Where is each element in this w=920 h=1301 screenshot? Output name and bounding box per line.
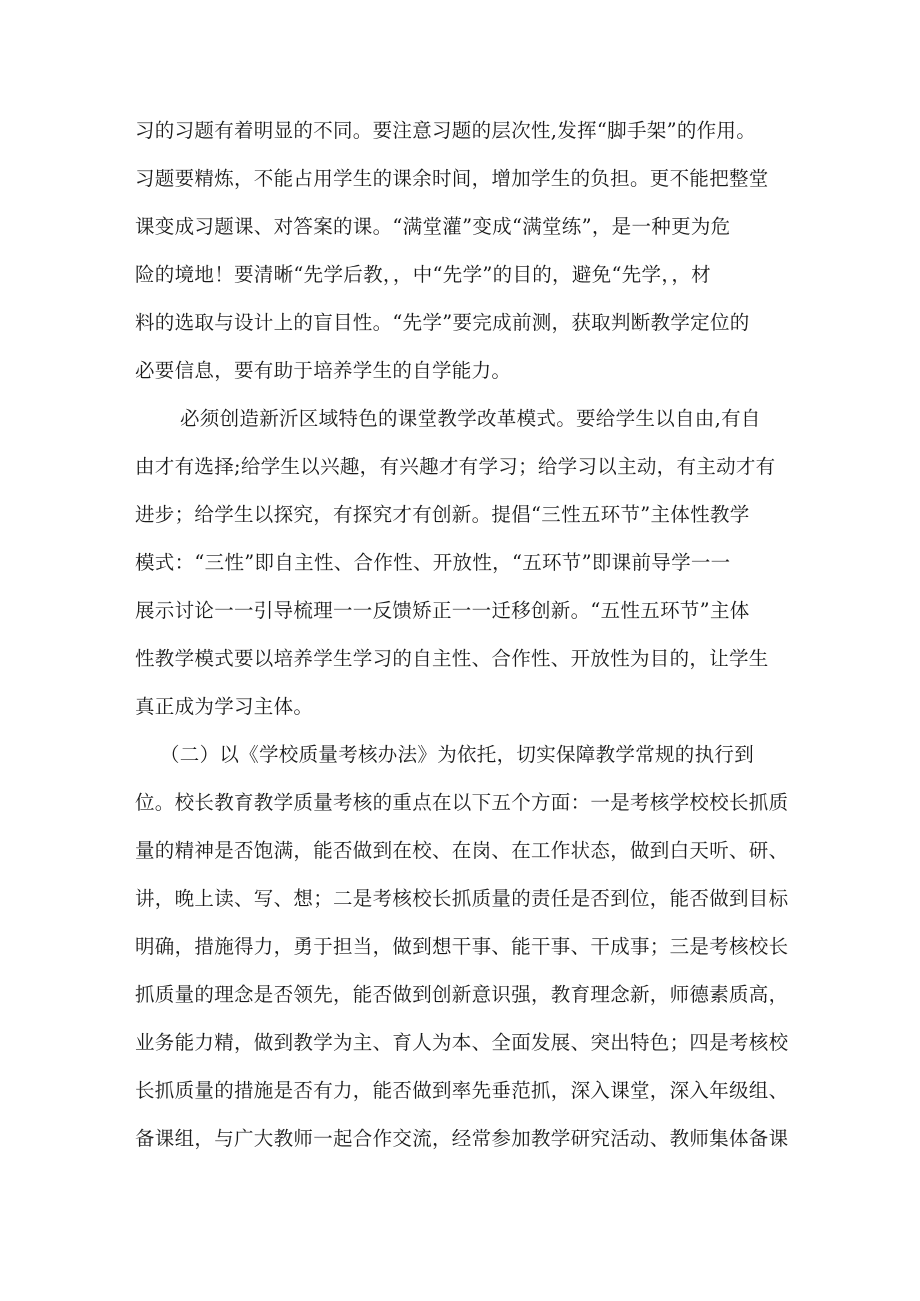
text-line: 进步；给学生以探究，有探究才有创新。提倡“三性五环节”主体性教学 xyxy=(135,503,750,526)
text-line: 展示讨论一一引导梳理一一反馈矫正一一迁移创新。“五性五环节”主体 xyxy=(135,599,750,622)
text-line: 模式：“三性”即自主性、合作性、开放性，“五环节”即课前导学一一 xyxy=(135,551,731,574)
text-line: 业务能力精，做到教学为主、育人为本、全面发展、突出特色；四是考核校 xyxy=(135,1031,789,1054)
text-line: 长抓质量的措施是否有力，能否做到率先垂范抓，深入课堂，深入年级组、 xyxy=(135,1079,789,1102)
text-line: 量的精神是否饱满，能否做到在校、在岗、在工作状态，做到白天听、研、 xyxy=(135,839,789,862)
text-line: 必须创造新沂区域特色的课堂教学改革模式。要给学生以自由,有自 xyxy=(180,407,761,430)
text-line: （二）以《学校质量考核办法》为依托，切实保障教学常规的执行到 xyxy=(160,743,755,766)
text-line: 课变成习题课、对答案的课。“满堂灌”变成“满堂练”，是一种更为危 xyxy=(135,215,731,238)
text-line: 由才有选择;给学生以兴趣，有兴趣才有学习；给学习以主动，有主动才有 xyxy=(135,455,776,478)
text-line: 习的习题有着明显的不同。要注意习题的层次性,发挥“脚手架”的作用。 xyxy=(135,119,757,142)
text-line: 讲，晚上读、写、想；二是考核校长抓质量的责任是否到位，能否做到目标 xyxy=(135,887,789,910)
text-line: 习题要精炼，不能占用学生的课余时间，增加学生的负担。更不能把整堂 xyxy=(135,167,769,190)
text-line: 险的境地！要清晰“先学后教，，中“先学”的目的，避免“先学，，材 xyxy=(135,263,711,286)
text-line: 明确，措施得力，勇于担当，做到想干事、能干事、干成事；三是考核校长 xyxy=(135,935,789,958)
text-line: 位。校长教育教学质量考核的重点在以下五个方面：一是考核学校校长抓质 xyxy=(135,791,789,814)
text-line: 必要信息，要有助于培养学生的自学能力。 xyxy=(135,359,512,382)
text-line: 性教学模式要以培养学生学习的自主性、合作性、开放性为目的，让学生 xyxy=(135,647,769,670)
text-line: 料的选取与设计上的盲目性。“先学”要完成前测，获取判断教学定位的 xyxy=(135,311,750,334)
text-line: 真正成为学习主体。 xyxy=(135,695,314,718)
text-line: 抓质量的理念是否领先，能否做到创新意识强，教育理念新，师德素质高， xyxy=(135,983,789,1006)
text-line: 备课组，与广大教师一起合作交流，经常参加教学研究活动、教师集体备课 xyxy=(135,1127,789,1150)
